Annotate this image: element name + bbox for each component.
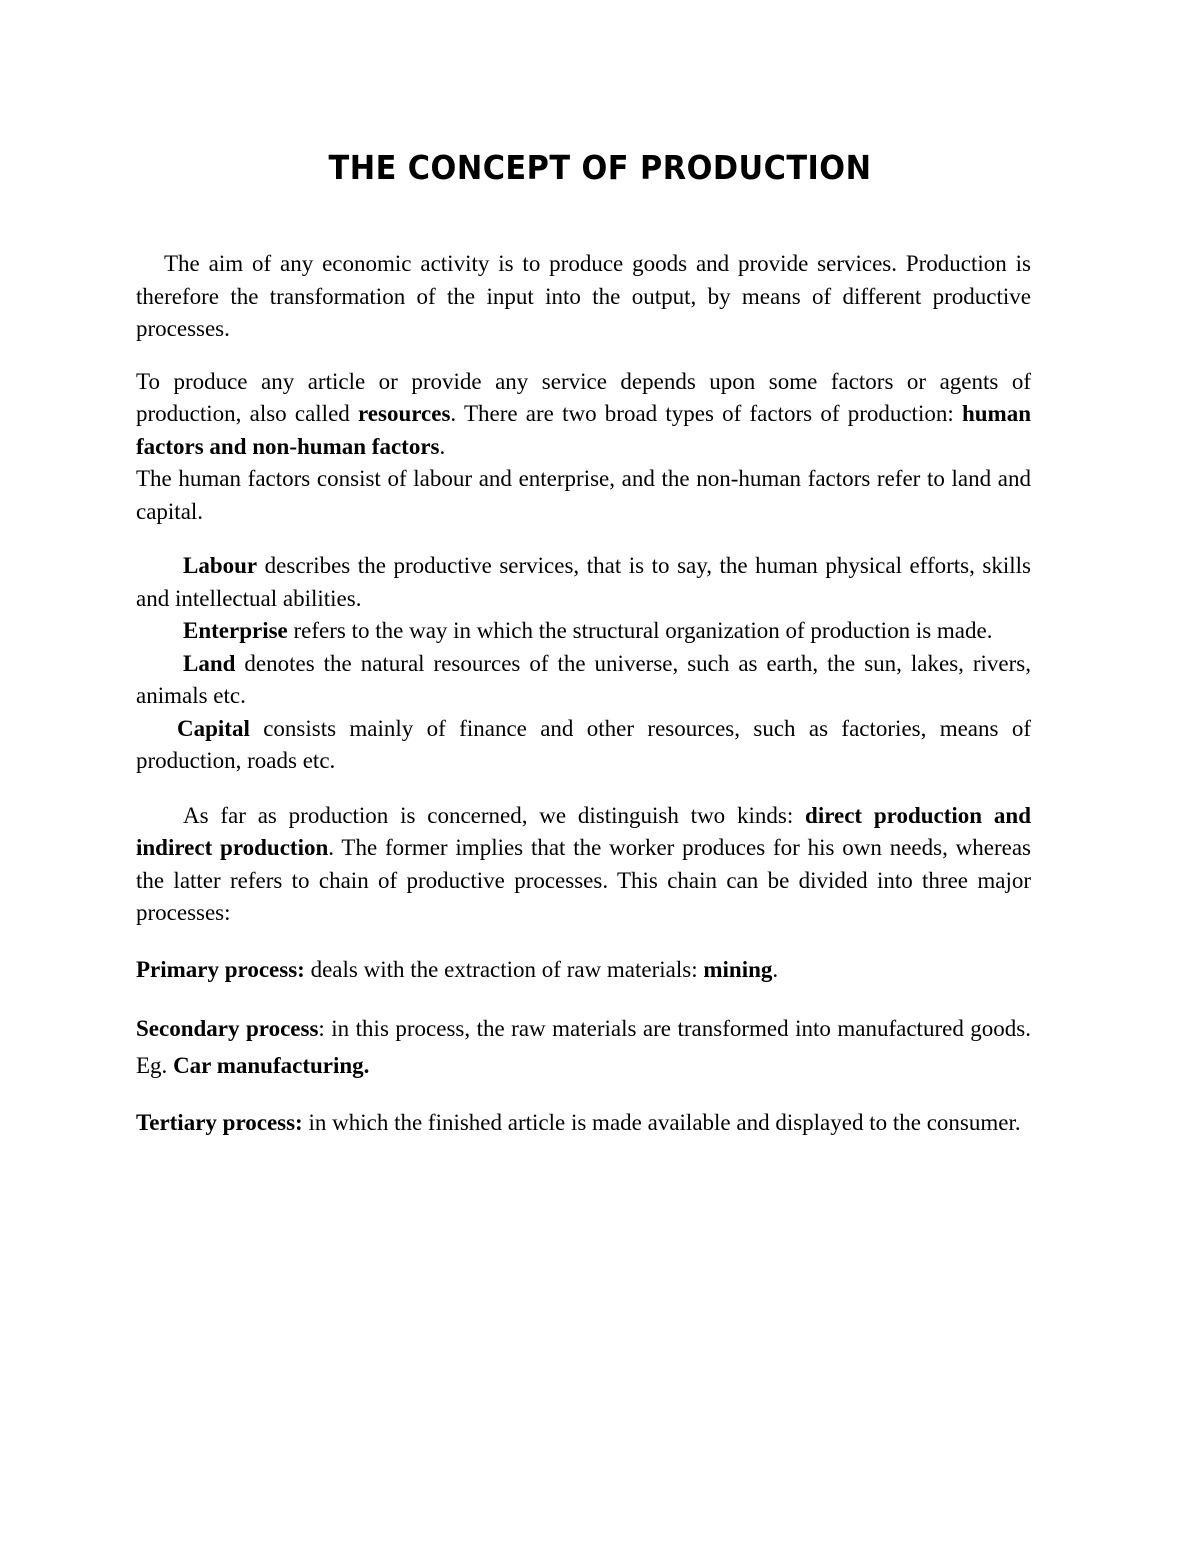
factors-paragraph (136, 366, 1031, 464)
labour-text: describes the productive services, that is to say, the human physical efforts, skills and intellectual abilities. (136, 553, 1031, 611)
primary-process-term: Primary process: (136, 956, 305, 982)
resources-term: resources (358, 401, 451, 426)
primary-process-paragraph (136, 954, 1031, 987)
factors-text-3: . (439, 433, 446, 459)
page-title: THE CONCEPT OF PRODUCTION (328, 148, 872, 187)
primary-process-end: . (772, 956, 779, 982)
primary-process-text: deals with the extraction of raw materials: (304, 956, 704, 982)
mining-term: mining (703, 956, 773, 982)
document-body (136, 248, 1031, 1141)
enterprise-term: Enterprise (183, 618, 288, 643)
enterprise-text: refers to the way in which the structural organization of production is made. (287, 618, 993, 643)
car-manufacturing-term: Car manufacturing. (173, 1053, 370, 1078)
factors-text-2: . There are two broad types of factors of production: (450, 401, 962, 426)
production-kinds-term: direct production and indirect production (136, 802, 1031, 860)
secondary-process-term: Secondary process (136, 1016, 319, 1041)
human-factors-paragraph: The human factors consist of labour and enterprise, and the non-human factors refer to land and capital. (136, 466, 1031, 524)
secondary-process-text: : in this process, the raw materials are transformed into manufactured goods. Eg. (136, 1016, 1032, 1078)
enterprise-paragraph (136, 615, 1031, 648)
land-paragraph (136, 648, 1031, 713)
land-text: denotes the natural resources of the universe, such as earth, the sun, lakes, rivers, animals etc. (136, 650, 1031, 708)
land-term: Land (183, 650, 236, 676)
kinds-text-1: As far as production is concerned, we distinguish two kinds: (183, 802, 806, 828)
tertiary-process-text: in which the finished article is made available and displayed to the consumer. (302, 1110, 1021, 1135)
kinds-text-2: . The former implies that the worker produces for his own needs, whereas the latter refers to chain of productive processes. This chain can be divided into three major processes: (136, 835, 1032, 925)
capital-term: Capital (177, 715, 250, 741)
factor-types-term: human factors and non-human factors (136, 401, 1031, 459)
secondary-process-paragraph (136, 1010, 1031, 1084)
labour-term: Labour (183, 553, 258, 578)
intro-paragraph: The aim of any economic activity is to produce goods and provide services. Production is therefore the transformation of the input into the output, by means of different productive processes. (136, 251, 1031, 341)
capital-paragraph (136, 713, 1031, 778)
factors-text-1: To produce any article or provide any service depends upon some factors or agents of production, also called (136, 368, 1031, 426)
kinds-paragraph (136, 800, 1031, 930)
tertiary-process-paragraph (136, 1104, 1031, 1141)
labour-paragraph (136, 550, 1031, 615)
capital-text: consists mainly of finance and other resources, such as factories, means of production, roads etc. (136, 715, 1031, 773)
tertiary-process-term: Tertiary process: (136, 1110, 303, 1135)
